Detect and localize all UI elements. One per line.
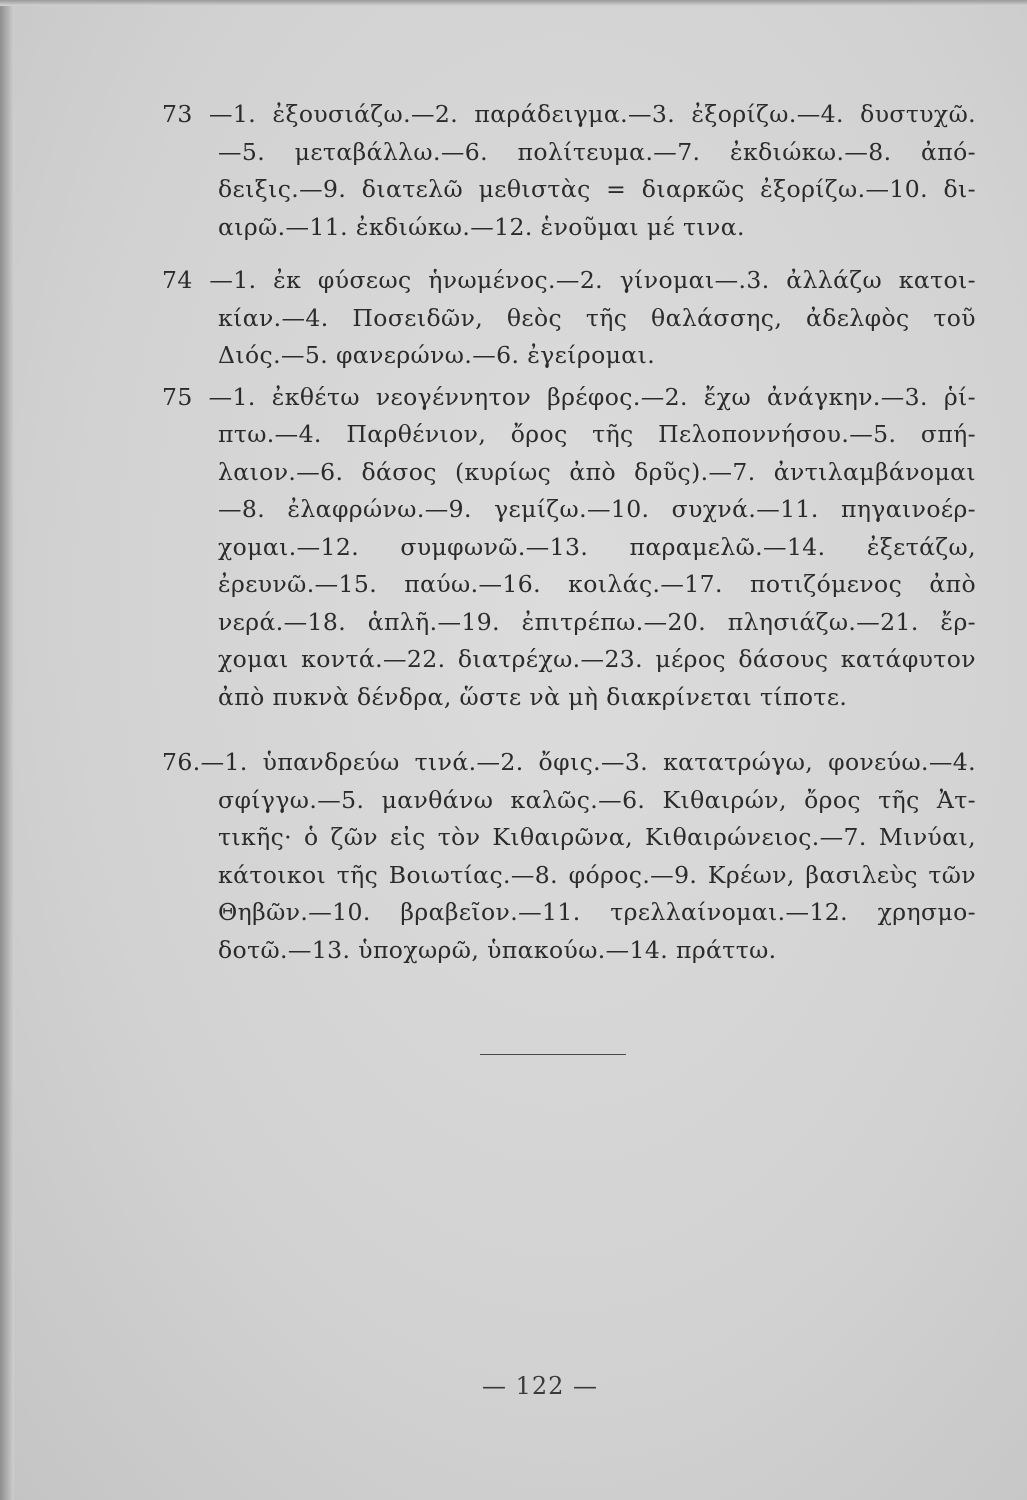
section-divider xyxy=(480,1054,626,1055)
entry-line: χομαι κοντά.—22. διατρέχω.—23. μέρος δάσους κατάφυτον xyxy=(218,645,976,673)
entry-line: κίαν.—4. Ποσειδῶν, θεὸς τῆς θαλάσσης, ἀδελφὸς τοῦ xyxy=(218,303,976,332)
entry-73 xyxy=(162,96,976,246)
entry-line: ἐρευνῶ.—15. παύω.—16. κοιλάς.—17. ποτιζόμενος ἀπὸ xyxy=(218,570,976,598)
entry-line: κάτοικοι τῆς Βοιωτίας.—8. φόρος.—9. Κρέων, βασιλεὺς τῶν xyxy=(218,860,976,889)
entry-line: δοτῶ.—13. ὑποχωρῶ, ὑπακούω.—14. πράττω. xyxy=(218,935,777,964)
entry-76 xyxy=(162,744,976,969)
entry-line: —5. μεταβάλλω.—6. πολίτευμα.—7. ἐκδιώκω.—8. ἀπό- xyxy=(218,137,976,166)
page-top-edge xyxy=(0,0,1027,6)
entry-line: λαιον.—6. δάσος (κυρίως ἀπὸ δρῦς).—7. ἀντιλαμβάνομαι xyxy=(218,457,976,486)
entry-line: 76.—1. ὑπανδρεύω τινά.—2. ὄφις.—3. κατατρώγω, φονεύω.—4. xyxy=(162,748,976,776)
entry-line: χομαι.—12. συμφωνῶ.—13. παραμελῶ.—14. ἐξετάζω, xyxy=(218,532,976,561)
entry-line: νερά.—18. ἁπλῆ.—19. ἐπιτρέπω.—20. πλησιάζω.—21. ἔρ- xyxy=(218,607,976,636)
entry-line: τικῆς· ὁ ζῶν εἰς τὸν Κιθαιρῶνα, Κιθαιρώνειος.—7. Μινύαι, xyxy=(218,823,976,851)
entry-line: 75 —1. ἐκθέτω νεογέννητον βρέφος.—2. ἔχω ἀνάγκην.—3. ῥί- xyxy=(162,382,976,411)
entry-line: —8. ἐλαφρώνω.—9. γεμίζω.—10. συχνά.—11. πηγαινοέρ- xyxy=(218,495,976,523)
entry-74 xyxy=(162,262,976,375)
entry-line: δειξις.—9. διατελῶ μεθιστὰς = διαρκῶς ἐξορίζω.—10. δι- xyxy=(218,175,976,203)
entry-line: αιρῶ.—11. ἐκδιώκω.—12. ἑνοῦμαι μέ τινα. xyxy=(218,212,745,241)
entry-line: ἀπὸ πυκνὰ δένδρα, ὥστε νὰ μὴ διακρίνεται τίποτε. xyxy=(218,682,848,711)
entry-line: πτω.—4. Παρθένιον, ὄρος τῆς Πελοποννήσου.—5. σπή- xyxy=(218,420,976,448)
entry-line: Θηβῶν.—10. βραβεῖον.—11. τρελλαίνομαι.—12. χρησμο- xyxy=(218,898,976,926)
entry-line: σφίγγω.—5. μανθάνω καλῶς.—6. Κιθαιρών, ὄρος τῆς Ἀτ- xyxy=(218,785,976,814)
entry-line: 73 —1. ἐξουσιάζω.—2. παράδειγμα.—3. ἐξορίζω.—4. δυστυχῶ. xyxy=(162,100,976,128)
entry-75 xyxy=(162,379,976,717)
page-number: — 122 — xyxy=(481,1372,599,1400)
page-binding-edge xyxy=(0,0,14,1500)
entry-line: Διός.—5. φανερώνω.—6. ἐγείρομαι. xyxy=(218,341,656,369)
entry-line: 74 —1. ἐκ φύσεως ἡνωμένος.—2. γίνομαι—.3. ἀλλάζω κατοι- xyxy=(162,266,976,294)
answer-key-text xyxy=(162,96,976,969)
